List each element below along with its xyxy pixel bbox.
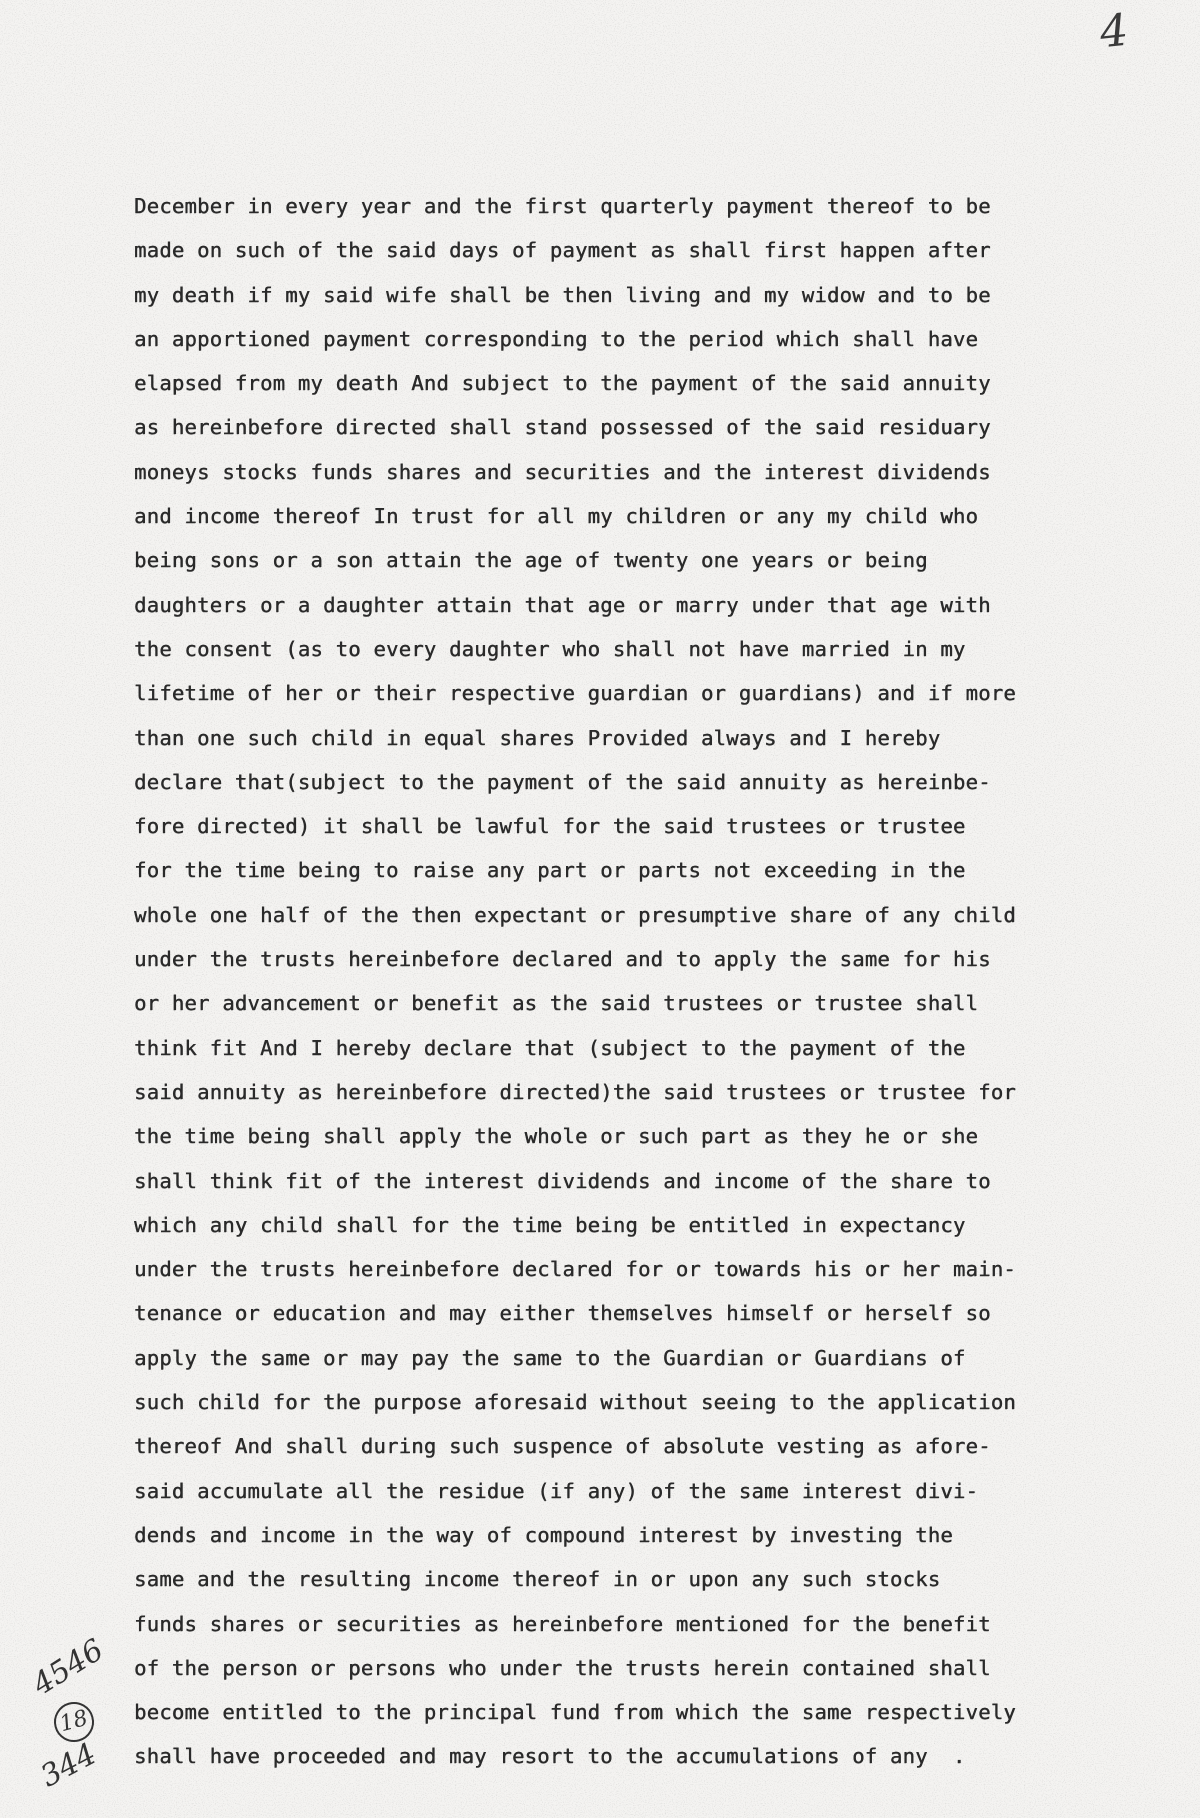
text-line: such child for the purpose aforesaid without seeing to the application xyxy=(134,1390,1016,1415)
text-line: daughters or a daughter attain that age or marry under that age with xyxy=(134,592,991,617)
text-line: thereof And shall during such suspence of absolute vesting as afore- xyxy=(134,1434,991,1459)
text-line: moneys stocks funds shares and securities and the interest dividends xyxy=(134,459,991,484)
margin-note-bottom: 344 xyxy=(35,1736,103,1795)
text-line: an apportioned payment corresponding to the period which shall have xyxy=(134,326,979,351)
text-line: funds shares or securities as hereinbefore mentioned for the benefit xyxy=(134,1611,991,1636)
text-line: than one such child in equal shares Provided always and I hereby xyxy=(134,725,941,750)
text-line: elapsed from my death And subject to the payment of the said annuity xyxy=(134,371,991,396)
text-line: same and the resulting income thereof in or upon any such stocks xyxy=(134,1567,941,1592)
margin-note-circled: 18 xyxy=(50,1698,99,1747)
text-line: dends and income in the way of compound interest by investing the xyxy=(134,1522,953,1547)
margin-notes xyxy=(22,1632,132,1810)
margin-note-top: 4546 xyxy=(26,1632,110,1703)
text-line: under the trusts hereinbefore declared for or towards his or her main- xyxy=(134,1257,1016,1282)
text-line: of the person or persons who under the trusts herein contained shall xyxy=(134,1655,991,1680)
text-line: and income thereof In trust for all my children or any my child who xyxy=(134,504,979,529)
text-line: the consent (as to every daughter who shall not have married in my xyxy=(134,636,966,661)
text-line: made on such of the said days of payment as shall first happen after xyxy=(134,238,991,263)
text-line: tenance or education and may either themselves himself or herself so xyxy=(134,1301,991,1326)
page-number: 4 xyxy=(1097,4,1131,59)
text-line: for the time being to raise any part or parts not exceeding in the xyxy=(134,858,966,883)
text-line: shall have proceeded and may resort to the accumulations of any . xyxy=(134,1744,966,1769)
text-line: fore directed) it shall be lawful for the said trustees or trustee xyxy=(134,814,966,839)
text-line: under the trusts hereinbefore declared and to apply the same for his xyxy=(134,947,991,972)
text-line: become entitled to the principal fund from which the same respectively xyxy=(134,1700,1016,1725)
text-line: being sons or a son attain the age of twenty one years or being xyxy=(134,548,928,573)
text-line: said annuity as hereinbefore directed)the said trustees or trustee for xyxy=(134,1079,1016,1104)
text-line: or her advancement or benefit as the said trustees or trustee shall xyxy=(134,991,979,1016)
text-line: the time being shall apply the whole or such part as they he or she xyxy=(134,1124,979,1149)
text-line: apply the same or may pay the same to the Guardian or Guardians of xyxy=(134,1345,966,1370)
text-line: lifetime of her or their respective guardian or guardians) and if more xyxy=(134,681,1016,706)
text-line: which any child shall for the time being be entitled in expectancy xyxy=(134,1212,966,1237)
text-line: declare that(subject to the payment of the said annuity as hereinbe- xyxy=(134,769,991,794)
text-line: shall think fit of the interest dividends and income of the share to xyxy=(134,1168,991,1193)
text-line: whole one half of the then expectant or presumptive share of any child xyxy=(134,902,1016,927)
text-line: said accumulate all the residue (if any) of the same interest divi- xyxy=(134,1478,979,1503)
text-line: my death if my said wife shall be then living and my widow and to be xyxy=(134,282,991,307)
text-line: think fit And I hereby declare that (subject to the payment of the xyxy=(134,1035,966,1060)
text-line: December in every year and the first quarterly payment thereof to be xyxy=(134,194,991,218)
body-text xyxy=(134,184,1134,1779)
text-line: as hereinbefore directed shall stand possessed of the said residuary xyxy=(134,415,991,440)
